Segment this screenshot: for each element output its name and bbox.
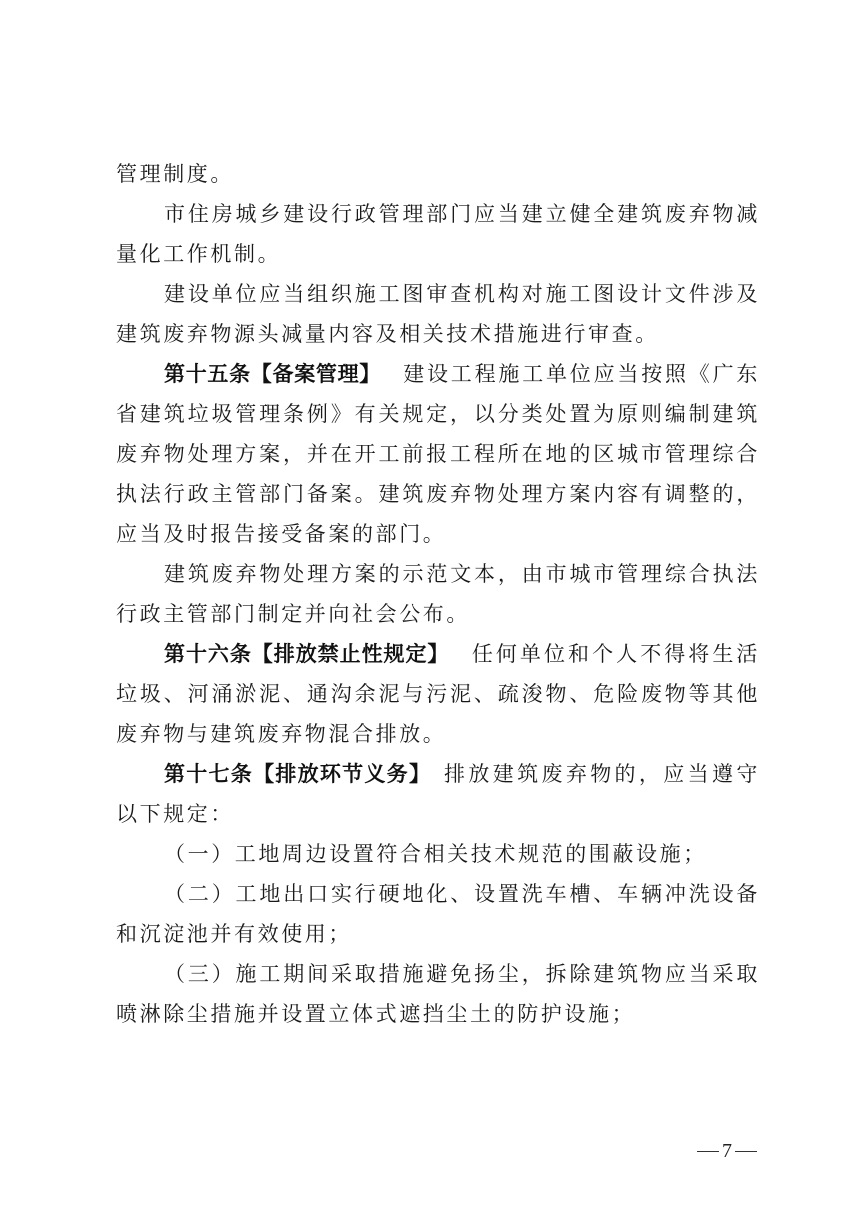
paragraph: [116, 194, 760, 274]
article-17: [116, 754, 760, 834]
paragraph: [116, 274, 760, 354]
list-item-text: （二）工地出口实行硬地化、设置洗车槽、车辆冲洗设备和沉淀池并有效使用；: [116, 882, 760, 946]
list-item-text: （一）工地周边设置符合相关技术规范的围蔽设施；: [164, 842, 707, 866]
article-heading: 第十七条【排放环节义务】: [164, 762, 432, 786]
dash-left: [697, 1151, 719, 1152]
document-page: [116, 154, 760, 1034]
article-heading: 第十六条【排放禁止性规定】: [164, 642, 450, 666]
list-item-text: （三）施工期间采取措施避免扬尘，拆除建筑物应当采取喷淋除尘措施并设置立体式遮挡尘土的防护设施；: [116, 962, 760, 1026]
paragraph-continuation: [116, 154, 760, 194]
article-16: [116, 634, 760, 754]
dash-right: [735, 1151, 757, 1152]
paragraph-text: 建设单位应当组织施工图审查机构对施工图设计文件涉及建筑废弃物源头减量内容及相关技术措施进行审查。: [116, 282, 760, 346]
article-heading: 第十五条【备案管理】: [164, 362, 381, 386]
paragraph-text: 排放建筑废弃物的，应当遵守以下规定：: [116, 762, 760, 826]
paragraph-text: 建筑废弃物处理方案的示范文本，由市城市管理综合执法行政主管部门制定并向社会公布。: [116, 562, 760, 626]
page-number: [697, 1140, 757, 1163]
paragraph-text: 建设工程施工单位应当按照《广东省建筑垃圾管理条例》有关规定，以分类处置为原则编制建筑废弃物处理方案，并在开工前报工程所在地的区城市管理综合执法行政主管部门备案。建筑废弃物处理方案内容有调整的，应当及时报告接受备案的部门。: [116, 362, 760, 546]
list-item: [116, 874, 760, 954]
paragraph: [116, 554, 760, 634]
article-15: [116, 354, 760, 554]
list-item: [116, 834, 760, 874]
paragraph-text: 管理制度。: [116, 162, 234, 186]
page-number-text: 7: [722, 1140, 732, 1162]
paragraph-text: 市住房城乡建设行政管理部门应当建立健全建筑废弃物减量化工作机制。: [116, 202, 760, 266]
list-item: [116, 954, 760, 1034]
paragraph-text: 任何单位和个人不得将生活垃圾、河涌淤泥、通沟余泥与污泥、疏浚物、危险废物等其他废弃物与建筑废弃物混合排放。: [116, 642, 760, 746]
